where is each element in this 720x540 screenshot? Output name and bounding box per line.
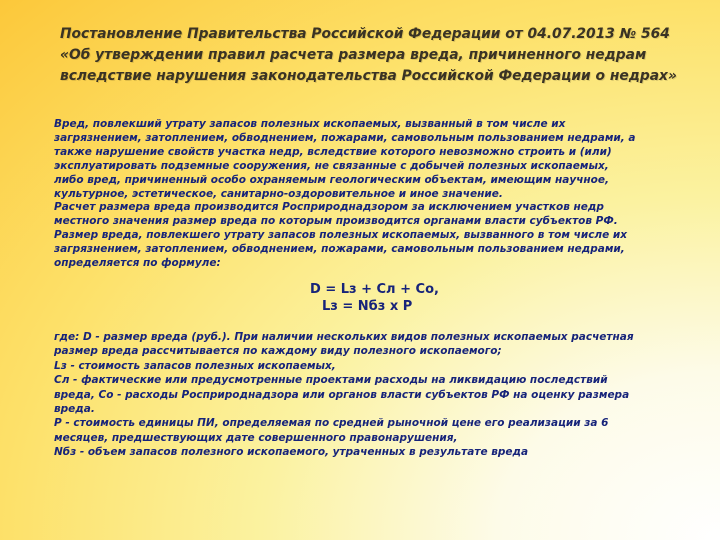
text-line: Расчет размера вреда производится Росприроднадзором за исключением участков недр [54,201,604,214]
formula-line-damage: D = Lз + Cл + Co, [310,282,439,297]
text-line: размер вреда рассчитывается по каждому виду полезного ископаемого; [54,345,502,358]
text-line: месяцев, предшествующих дате совершенного правонарушения, [54,431,458,444]
text-line: культурное, эстетическое, санитарно-оздоровительное и иное значение. [54,187,503,200]
text-line: эксплуатировать подземные сооружения, не связанные с добычей полезных ископаемых, [54,159,609,172]
text-line: Р - стоимость единицы ПИ, определяемая по средней рыночной цене его реализации за 6 [54,417,609,430]
text-line: Размер вреда, повлекшего утрату запасов полезных ископаемых, вызванного в том числе их [54,229,628,242]
text-line: также нарушение свойств участка недр, вследствие которого невозможно строить и (или) [54,145,612,158]
slide-title [60,24,710,87]
title-line: вследствие нарушения законодательства Российской Федерации о недрах» [60,68,677,84]
text-line: Вред, повлекший утрату запасов полезных ископаемых, вызванный в том числе их [54,118,566,130]
text-line: Nбз - объем запасов полезного ископаемого, утраченных в результате вреда [54,446,529,459]
definition-text [54,118,700,271]
formula [300,281,560,315]
formula-line-reserves: Lз = Nбз х Р [322,299,413,314]
text-line: Lз - стоимость запасов полезных ископаемых, [54,359,336,372]
text-line: где: D - размер вреда (руб.). При наличии нескольких видов полезных ископаемых расчетная [54,331,634,343]
text-line: загрязнением, затоплением, обводнением, пожарами, самовольным пользованием недрами, [54,243,625,256]
text-line: местного значения размер вреда по которым производится органами власти субъектов РФ. [54,215,618,228]
text-line: загрязнением, затоплением, обводнением, пожарами, самовольным пользованием недрами, а [54,131,636,144]
legend-text [54,330,700,460]
title-line: «Об утверждении правил расчета размера вреда, причиненного недрам [60,47,647,63]
title-line: Постановление Правительства Российской Федерации от 04.07.2013 № 564 [60,26,670,42]
text-line: вреда. [54,403,95,416]
text-line: вреда, Co - расходы Росприроднадзора или органов власти субъектов РФ на оценку размера [54,388,630,401]
text-line: Cл - фактические или предусмотренные проектами расходы на ликвидацию последствий [54,374,608,387]
text-line: определяется по формуле: [54,257,221,270]
text-line: либо вред, причиненный особо охраняемым геологическим объектам, имеющим научное, [54,173,609,186]
